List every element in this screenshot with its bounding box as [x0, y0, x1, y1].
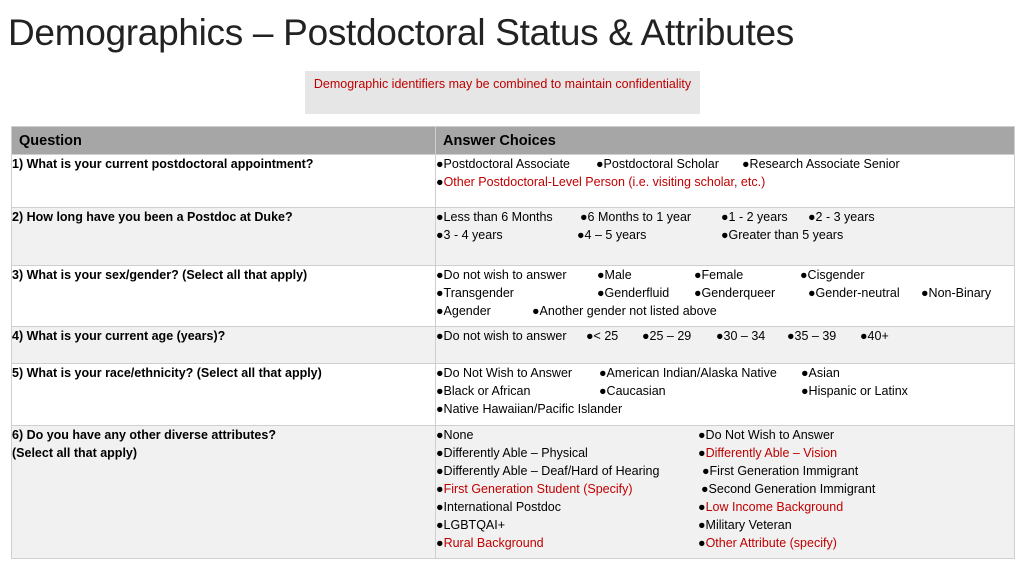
question-cell — [12, 327, 436, 364]
question-text: 6) Do you have any other diverse attributes? — [12, 428, 276, 442]
answer-option: ●Female — [694, 268, 744, 282]
answer-option: ●Black or African — [436, 384, 531, 398]
bullet: ● — [436, 482, 444, 496]
bullet: ● — [698, 536, 706, 550]
answer-option: ●Caucasian — [599, 384, 666, 398]
answer-option — [698, 444, 837, 462]
answer-option: ●6 Months to 1 year — [580, 210, 692, 224]
question-cell — [12, 155, 436, 208]
answer-option: ●Agender — [436, 304, 491, 318]
answer-option: ●35 – 39 — [787, 329, 837, 343]
bullet: ● — [698, 500, 706, 514]
answer-option: ●Do Not Wish to Answer — [436, 366, 573, 380]
answer-cell — [436, 364, 1015, 426]
answer-option: ●First Generation Immigrant — [702, 464, 859, 478]
question-text: 3) What is your sex/gender? (Select all that apply) — [12, 268, 308, 282]
answer-option: ●Genderqueer — [694, 286, 776, 300]
answer-option — [436, 534, 544, 552]
answer-line — [436, 498, 1014, 516]
answer-option: ●Research Associate Senior — [742, 157, 900, 171]
table-row — [12, 364, 1015, 426]
survey-table — [11, 126, 1015, 559]
answer-line — [436, 426, 1014, 444]
highlighted-option-text: Other Postdoctoral-Level Person (i.e. visiting scholar, etc.) — [443, 175, 766, 189]
answer-option: ●Genderfluid — [597, 286, 670, 300]
answer-line — [436, 284, 1014, 302]
answer-line — [436, 173, 1014, 191]
answer-option: ●International Postdoc — [436, 500, 561, 514]
answer-line — [436, 400, 1014, 418]
answer-cell — [436, 426, 1015, 559]
bullet: ● — [436, 175, 444, 189]
highlighted-option-text: Low Income Background — [705, 500, 844, 514]
question-text-note: (Select all that apply) — [12, 446, 138, 460]
answer-line — [436, 364, 1014, 382]
answer-option: ●2 - 3 years — [808, 210, 875, 224]
answer-option: ●Gender-neutral — [808, 286, 900, 300]
answer-option: ●Do not wish to answer — [436, 329, 567, 343]
answer-option — [698, 534, 837, 552]
answer-option: ●Military Veteran — [698, 518, 792, 532]
answer-option: ●25 – 29 — [642, 329, 692, 343]
answer-cell — [436, 208, 1015, 266]
answer-option: ●Postdoctoral Scholar — [596, 157, 719, 171]
answer-option: ●Do not wish to answer — [436, 268, 567, 282]
highlighted-option-text: Differently Able – Vision — [705, 446, 838, 460]
answer-line — [436, 480, 1014, 498]
answer-line — [436, 327, 1014, 345]
answer-option — [436, 173, 765, 191]
highlighted-option-text: Rural Background — [443, 536, 544, 550]
table-row — [12, 327, 1015, 364]
answer-option: ●LGBTQAI+ — [436, 518, 506, 532]
highlighted-option-text: Other Attribute (specify) — [705, 536, 837, 550]
answer-option: ●Postdoctoral Associate — [436, 157, 571, 171]
answer-line — [436, 462, 1014, 480]
table-header-row — [12, 127, 1015, 155]
question-cell — [12, 426, 436, 559]
answer-option: ●Transgender — [436, 286, 514, 300]
answer-line — [436, 382, 1014, 400]
answer-option: ●Less than 6 Months — [436, 210, 553, 224]
table-row — [12, 426, 1015, 559]
question-text: 5) What is your race/ethnicity? (Select all that apply) — [12, 366, 322, 380]
highlighted-option-text: First Generation Student (Specify) — [443, 482, 633, 496]
answer-option: ●Greater than 5 years — [721, 228, 844, 242]
question-text: 2) How long have you been a Postdoc at Duke? — [12, 210, 293, 224]
answer-option: ●None — [436, 428, 474, 442]
confidentiality-note: Demographic identifiers may be combined to maintain confidentiality — [305, 71, 700, 114]
answer-cell — [436, 155, 1015, 208]
answer-line — [436, 226, 1014, 244]
answer-option: ●Hispanic or Latinx — [801, 384, 908, 398]
question-cell — [12, 266, 436, 327]
answer-option: ●Non-Binary — [921, 286, 992, 300]
answer-option: ●Do Not Wish to Answer — [698, 428, 835, 442]
answer-option: ●Cisgender — [800, 268, 865, 282]
answer-cell — [436, 266, 1015, 327]
bullet: ● — [698, 446, 706, 460]
answer-option: ●4 – 5 years — [577, 228, 647, 242]
question-text: 4) What is your current age (years)? — [12, 329, 226, 343]
answer-option: ●Another gender not listed above — [532, 304, 717, 318]
header-question: Question — [12, 127, 436, 155]
answer-line — [436, 302, 1014, 320]
answer-option: ●40+ — [860, 329, 889, 343]
answer-option: ●Differently Able – Physical — [436, 446, 588, 460]
answer-line — [436, 516, 1014, 534]
answer-option: ●30 – 34 — [716, 329, 766, 343]
answer-line — [436, 208, 1014, 226]
table-row — [12, 155, 1015, 208]
answer-line — [436, 444, 1014, 462]
answer-option: ●Asian — [801, 366, 840, 380]
answer-option: ●1 - 2 years — [721, 210, 788, 224]
page-title: Demographics – Postdoctoral Status & Attributes — [8, 12, 794, 53]
table-row — [12, 208, 1015, 266]
header-answer-choices: Answer Choices — [436, 127, 1015, 155]
answer-option — [698, 498, 843, 516]
table-row — [12, 266, 1015, 327]
answer-option: ●3 - 4 years — [436, 228, 503, 242]
answer-option: ●Native Hawaiian/Pacific Islander — [436, 402, 623, 416]
answer-option: ●American Indian/Alaska Native — [599, 366, 777, 380]
answer-cell — [436, 327, 1015, 364]
answer-line — [436, 534, 1014, 552]
answer-line — [436, 266, 1014, 284]
answer-option: ●Second Generation Immigrant — [701, 482, 876, 496]
question-cell — [12, 364, 436, 426]
answer-option: ●< 25 — [586, 329, 619, 343]
answer-option — [436, 480, 633, 498]
bullet: ● — [436, 536, 444, 550]
question-cell — [12, 208, 436, 266]
answer-option: ●Male — [597, 268, 632, 282]
answer-line — [436, 155, 1014, 173]
answer-option: ●Differently Able – Deaf/Hard of Hearing — [436, 464, 660, 478]
question-text: 1) What is your current postdoctoral appointment? — [12, 157, 314, 171]
